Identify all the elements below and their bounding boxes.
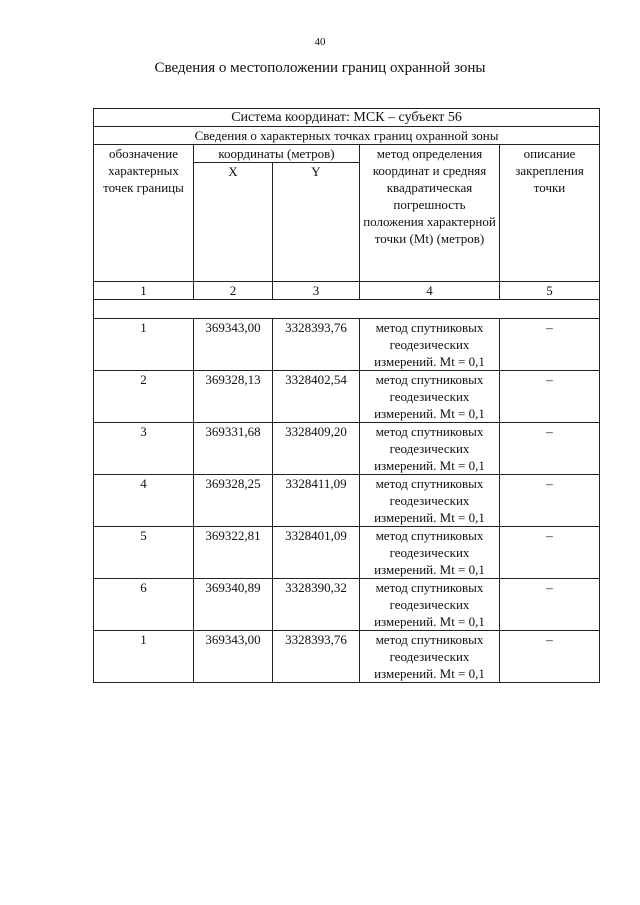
column-number: 3 xyxy=(273,282,360,300)
method-cell: метод спутниковых геодезических измерений. Mt = 0,1 xyxy=(360,579,500,631)
y-coordinate-cell: 3328401,09 xyxy=(273,527,360,579)
description-cell: – xyxy=(500,423,600,475)
description-cell: – xyxy=(500,631,600,683)
description-cell: – xyxy=(500,371,600,423)
empty-cell xyxy=(94,300,600,319)
x-coordinate-cell: 369343,00 xyxy=(194,631,273,683)
column-number: 2 xyxy=(194,282,273,300)
document-title: Сведения о местоположении границ охранной зоны xyxy=(154,60,486,76)
point-designation-cell: 3 xyxy=(94,423,194,475)
table-row xyxy=(94,527,600,579)
point-designation-cell: 2 xyxy=(94,371,194,423)
header-coordinates: координаты (метров) xyxy=(194,145,360,163)
point-designation-cell: 6 xyxy=(94,579,194,631)
table-row xyxy=(94,475,600,527)
y-coordinate-cell: 3328409,20 xyxy=(273,423,360,475)
x-coordinate-cell: 369331,68 xyxy=(194,423,273,475)
point-designation-cell: 1 xyxy=(94,319,194,371)
column-number: 5 xyxy=(500,282,600,300)
column-numbers-row xyxy=(94,282,600,300)
column-number: 1 xyxy=(94,282,194,300)
method-cell: метод спутниковых геодезических измерений. Mt = 0,1 xyxy=(360,475,500,527)
method-cell: метод спутниковых геодезических измерений. Mt = 0,1 xyxy=(360,527,500,579)
y-coordinate-cell: 3328393,76 xyxy=(273,319,360,371)
x-coordinate-cell: 369328,25 xyxy=(194,475,273,527)
header-x: X xyxy=(194,163,273,282)
description-cell: – xyxy=(500,475,600,527)
header-y: Y xyxy=(273,163,360,282)
header-row-1 xyxy=(94,145,600,163)
description-cell: – xyxy=(500,319,600,371)
empty-separator-row xyxy=(94,300,600,319)
table-row xyxy=(94,319,600,371)
table-subtitle: Сведения о характерных точках границ охранной зоны xyxy=(94,127,600,145)
table-row xyxy=(94,579,600,631)
header-designation: обозначение характерных точек границы xyxy=(94,145,194,282)
point-designation-cell: 4 xyxy=(94,475,194,527)
table-row xyxy=(94,423,600,475)
x-coordinate-cell: 369340,89 xyxy=(194,579,273,631)
method-cell: метод спутниковых геодезических измерений. Mt = 0,1 xyxy=(360,319,500,371)
page-number: 40 xyxy=(314,36,326,48)
boundary-points-table xyxy=(93,108,600,683)
table-subtitle-row xyxy=(94,127,600,145)
table-row xyxy=(94,631,600,683)
coordinate-system-row xyxy=(94,109,600,127)
description-cell: – xyxy=(500,579,600,631)
header-description: описание закрепления точки xyxy=(500,145,600,282)
method-cell: метод спутниковых геодезических измерений. Mt = 0,1 xyxy=(360,423,500,475)
x-coordinate-cell: 369322,81 xyxy=(194,527,273,579)
description-cell: – xyxy=(500,527,600,579)
method-cell: метод спутниковых геодезических измерений. Mt = 0,1 xyxy=(360,371,500,423)
y-coordinate-cell: 3328390,32 xyxy=(273,579,360,631)
method-cell: метод спутниковых геодезических измерений. Mt = 0,1 xyxy=(360,631,500,683)
y-coordinate-cell: 3328393,76 xyxy=(273,631,360,683)
x-coordinate-cell: 369328,13 xyxy=(194,371,273,423)
y-coordinate-cell: 3328411,09 xyxy=(273,475,360,527)
table-row xyxy=(94,371,600,423)
point-designation-cell: 1 xyxy=(94,631,194,683)
column-number: 4 xyxy=(360,282,500,300)
y-coordinate-cell: 3328402,54 xyxy=(273,371,360,423)
header-method: метод определения координат и средняя квадратическая погрешность положения характерной точки (Mt) (метров) xyxy=(360,145,500,282)
x-coordinate-cell: 369343,00 xyxy=(194,319,273,371)
point-designation-cell: 5 xyxy=(94,527,194,579)
coordinate-system-label: Система координат: МСК – субъект 56 xyxy=(94,109,600,127)
